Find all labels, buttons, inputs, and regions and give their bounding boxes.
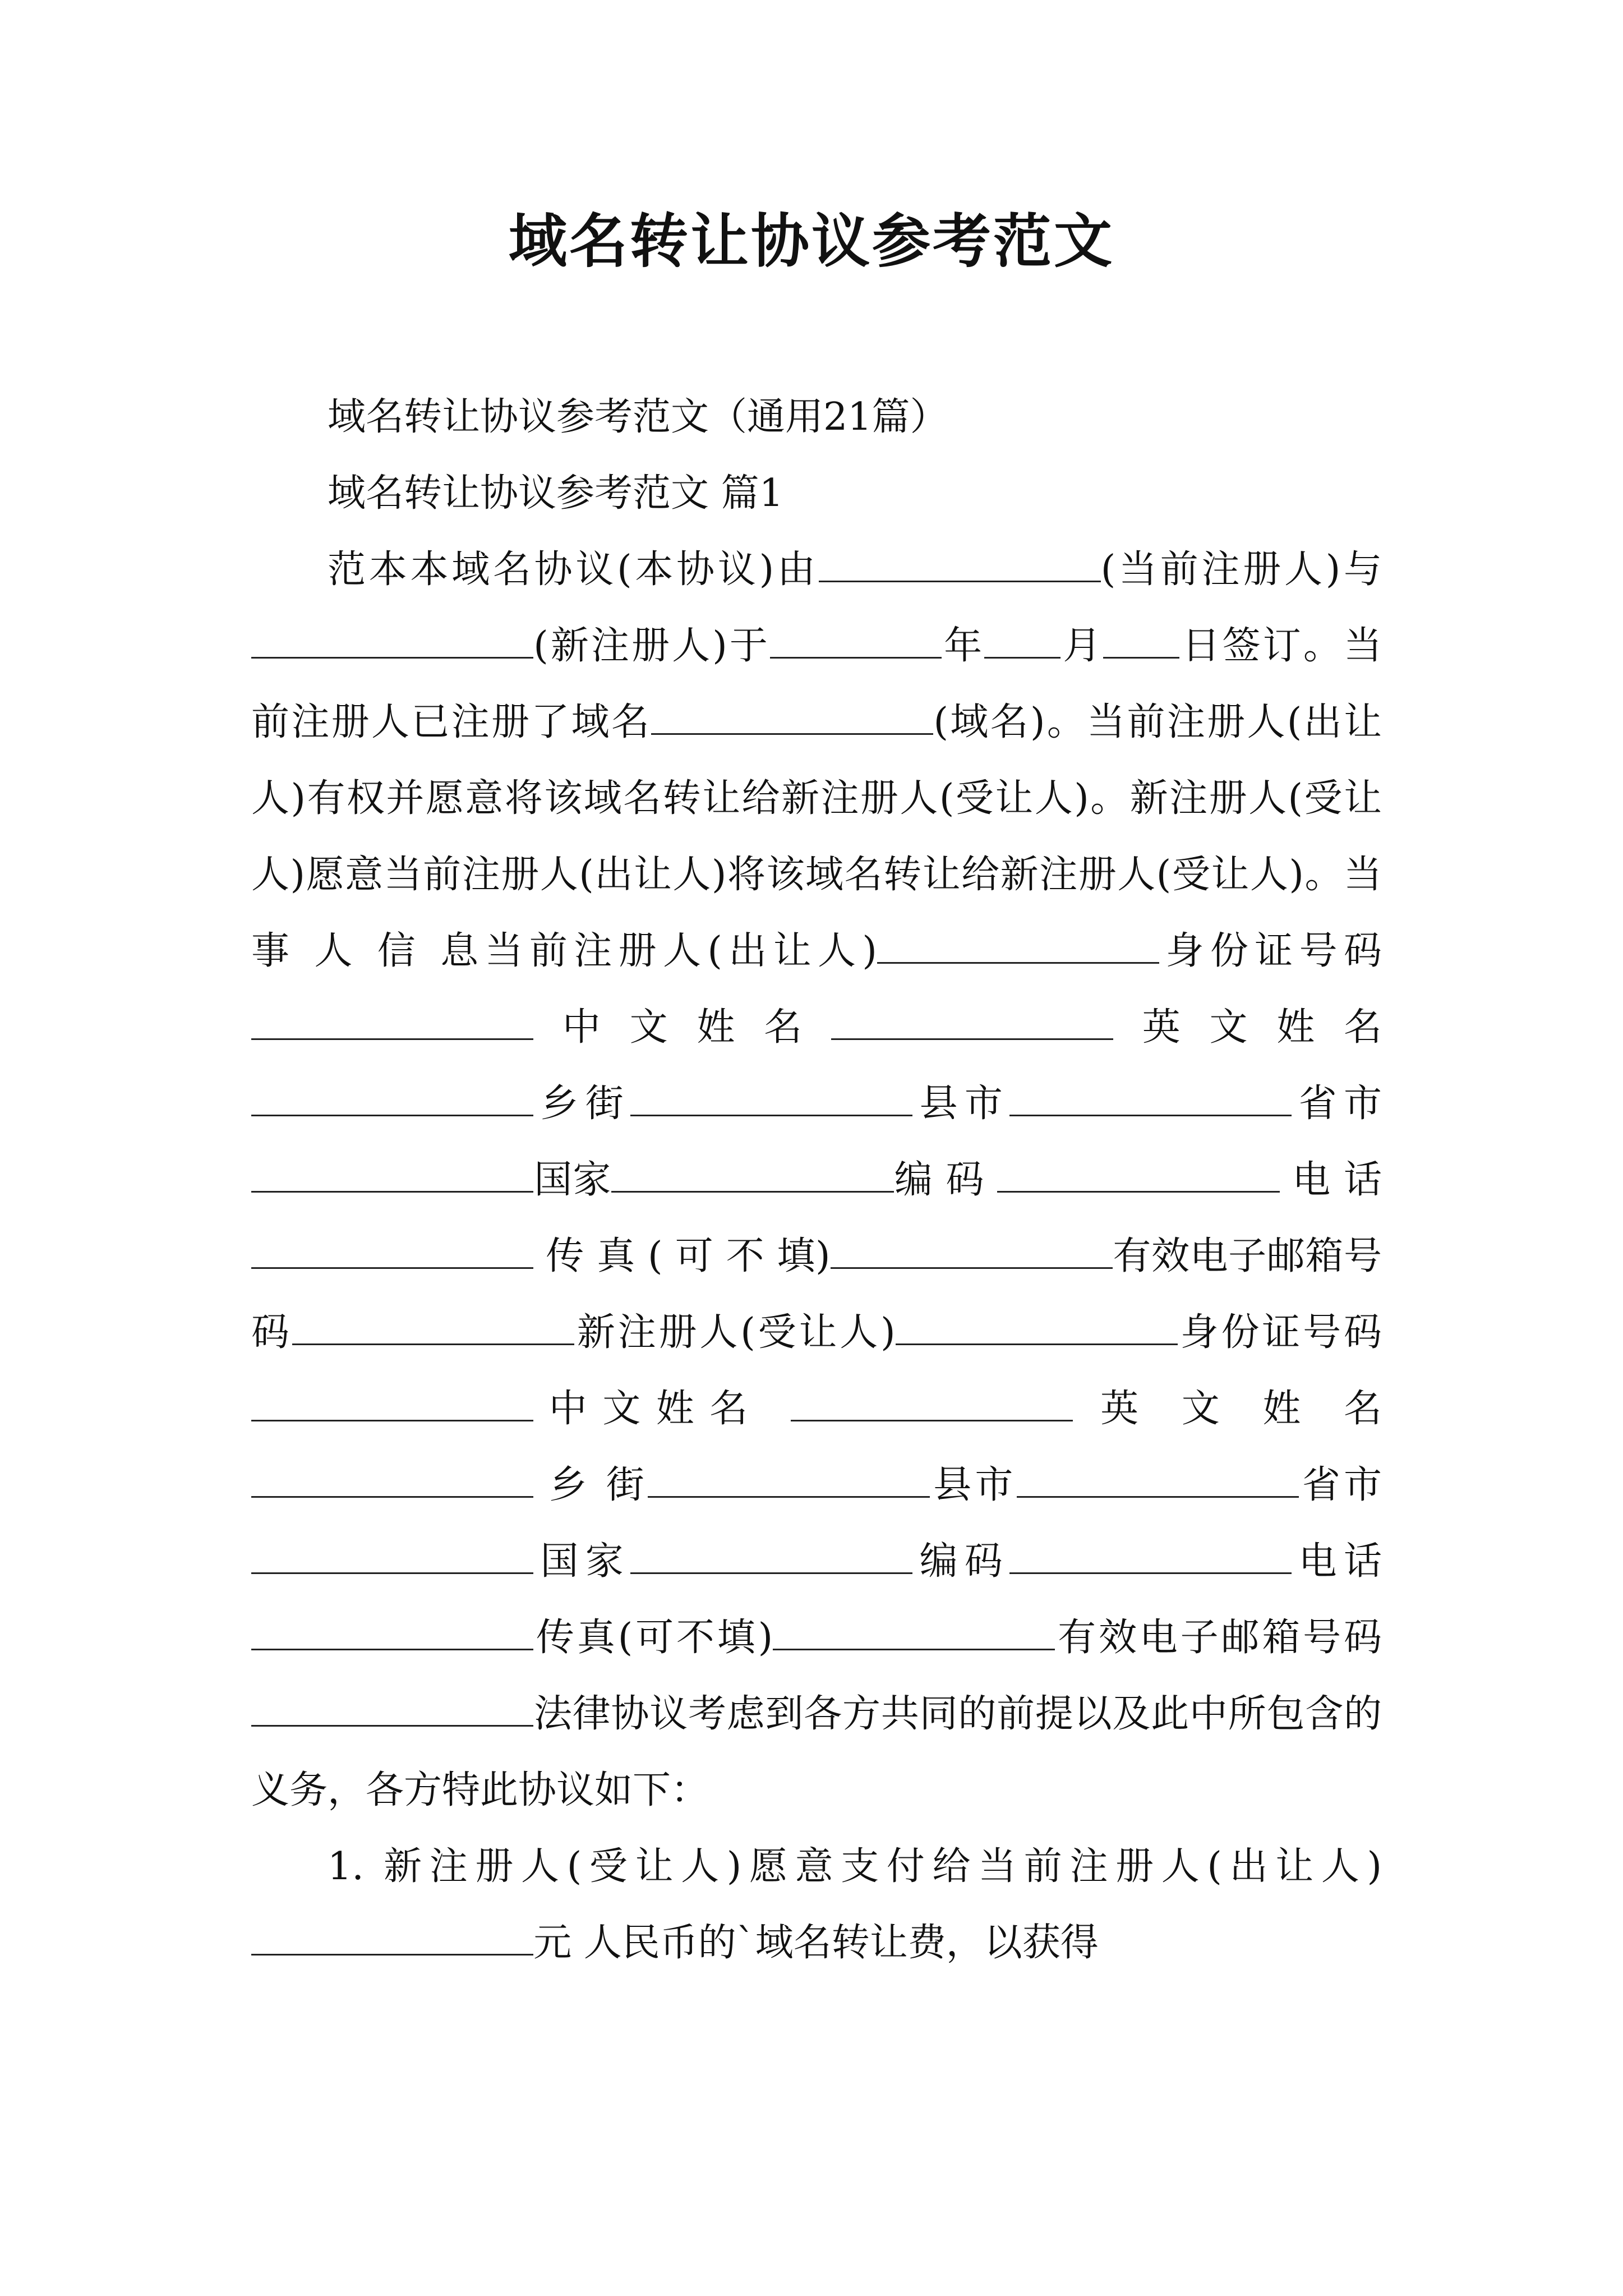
- fill-in-blank: [251, 1386, 533, 1421]
- agreement-paragraph-2: [251, 1829, 1382, 1981]
- fill-in-blank: [819, 546, 1101, 582]
- paragraph-text: (域名)。当前注册人(出让人)有权并愿意将该域名转让给新注册人(受让人)。新注册人(受让人)愿意当前注册人(出让人)将该域名转让给新注册人(受让人)。当 事 人 信 息当前注册人(出让人): [251, 700, 1382, 973]
- paragraph-text: 乡街: [533, 1082, 631, 1126]
- paragraph-text: 元 人民币的`域名转让费，以获得: [533, 1921, 1099, 1965]
- paragraph-text: 省市: [1298, 1463, 1382, 1507]
- paragraph-text: 编 码: [893, 1158, 998, 1202]
- fill-in-blank: [770, 623, 942, 659]
- fill-in-blank: [611, 1157, 893, 1193]
- paragraph-text: 身份证号码: [1159, 929, 1382, 973]
- fill-in-blank: [831, 1004, 1113, 1040]
- section-heading: 域名转让协议参考范文 篇1: [328, 471, 783, 516]
- fill-in-blank: [251, 1614, 533, 1650]
- paragraph-text: 国家: [533, 1158, 612, 1202]
- paragraph-text: (当前注册人)与: [1100, 547, 1382, 592]
- paragraph-text: 身份证号码: [1177, 1310, 1382, 1355]
- fill-in-blank: [630, 1538, 912, 1574]
- fill-in-blank: [896, 1309, 1178, 1345]
- fill-in-blank: [1009, 1538, 1292, 1574]
- paragraph-text: 年: [942, 624, 985, 668]
- fill-in-blank: [251, 1920, 533, 1955]
- paragraph-text: 电 话: [1279, 1158, 1382, 1202]
- paragraph-text: 电话: [1292, 1539, 1382, 1584]
- fill-in-blank: [251, 1233, 533, 1269]
- fill-in-blank: [251, 1538, 533, 1574]
- fill-in-blank: [1017, 1462, 1299, 1498]
- paragraph-text: 编码: [912, 1539, 1010, 1584]
- fill-in-blank: [251, 1080, 533, 1116]
- fill-in-blank: [251, 623, 533, 659]
- paragraph-text: 中文姓名: [533, 1005, 831, 1050]
- paragraph-text: 范本本域名协议(本协议)由: [328, 547, 819, 592]
- fill-in-blank: [630, 1080, 912, 1116]
- paragraph-text: 英 文 姓 名: [1073, 1387, 1382, 1431]
- fill-in-blank: [1009, 1080, 1292, 1116]
- fill-in-blank: [831, 1233, 1113, 1269]
- agreement-paragraph-1: [251, 532, 1382, 1829]
- document-subtitle: 域名转让协议参考范文（通用21篇）: [328, 395, 948, 439]
- fill-in-blank: [997, 1157, 1279, 1193]
- paragraph-text: 省市: [1292, 1082, 1382, 1126]
- paragraph-text: 有效电子邮箱号码: [251, 1234, 1382, 1355]
- paragraph-text: 中文姓名: [533, 1387, 791, 1431]
- fill-in-blank: [648, 1462, 930, 1498]
- paragraph-text: 传真(可不填): [533, 1616, 773, 1660]
- document-title: 域名转让协议参考范文: [508, 206, 1114, 275]
- paragraph-text: 新注册人(受让人): [574, 1310, 896, 1355]
- paragraph-text: 有效电子邮箱号码: [1055, 1616, 1382, 1660]
- fill-in-blank: [1103, 623, 1179, 659]
- fill-in-blank: [251, 1004, 533, 1040]
- paragraph-text: (新注册人)于: [533, 624, 770, 668]
- fill-in-blank: [292, 1309, 574, 1345]
- fill-in-blank: [251, 1462, 533, 1498]
- paragraph-text: 县市: [912, 1082, 1010, 1126]
- fill-in-blank: [984, 623, 1061, 659]
- paragraph-text: 月: [1061, 624, 1104, 668]
- paragraph-text: 县市: [930, 1463, 1017, 1507]
- paragraph-text: 日签订。当前注册人已注册了域名: [251, 624, 1382, 744]
- paragraph-text: 国家: [533, 1539, 631, 1584]
- fill-in-blank: [651, 699, 933, 735]
- paragraph-text: 法律协议考虑到各方共同的前提以及此中所包含的义务，各方特此协议如下：: [251, 1692, 1382, 1812]
- document-body: [251, 379, 1382, 1981]
- fill-in-blank: [791, 1386, 1073, 1421]
- fill-in-blank: [251, 1691, 533, 1727]
- paragraph-text: 传 真 ( 可 不 填): [533, 1234, 831, 1278]
- fill-in-blank: [877, 928, 1159, 964]
- fill-in-blank: [773, 1614, 1055, 1650]
- paragraph-text: 乡 街: [533, 1463, 648, 1507]
- paragraph-text: 英文姓名: [1113, 1005, 1382, 1050]
- paragraph-text: 1. 新注册人(受让人)愿意支付给当前注册人(出让人): [328, 1844, 1382, 1889]
- fill-in-blank: [251, 1157, 533, 1193]
